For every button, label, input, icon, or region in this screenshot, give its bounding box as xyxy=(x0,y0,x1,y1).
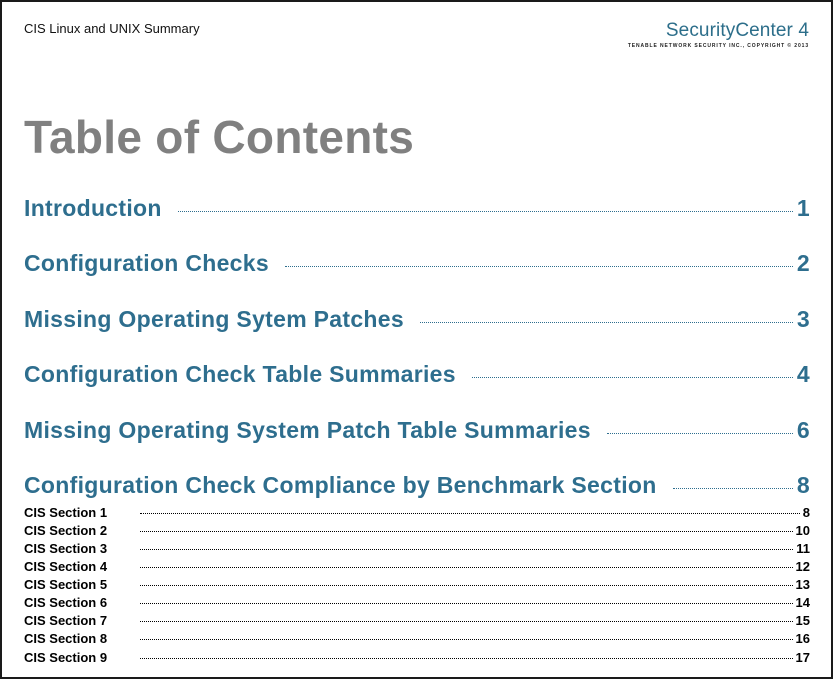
toc-subentry-page: 17 xyxy=(795,650,810,665)
toc-entry[interactable] xyxy=(24,306,810,333)
dot-leader xyxy=(420,322,793,323)
brand-copyright: TENABLE NETWORK SECURITY INC., COPYRIGHT © 2013 xyxy=(627,43,809,49)
document-title: CIS Linux and UNIX Summary xyxy=(24,21,200,36)
toc-heading: Table of Contents xyxy=(24,111,415,163)
toc-entry-label: Introduction xyxy=(24,195,162,221)
toc-subentry-page: 16 xyxy=(795,631,810,646)
dot-leader xyxy=(140,658,793,659)
toc-subentry-label: CIS Section 7 xyxy=(24,613,108,628)
brand-name: SecurityCenter 4 xyxy=(665,20,809,41)
toc-entry-label: Configuration Checks xyxy=(24,250,269,276)
brand-logo xyxy=(628,20,809,49)
toc-entry[interactable] xyxy=(24,195,810,222)
toc-subentry-page: 10 xyxy=(795,523,810,538)
toc-subentry-page: 8 xyxy=(802,505,810,520)
toc-subentry[interactable] xyxy=(24,631,810,646)
dot-leader xyxy=(607,433,793,434)
toc-subentry-label: CIS Section 2 xyxy=(24,523,108,538)
toc-subentry-label: CIS Section 6 xyxy=(24,595,108,610)
toc-subentry[interactable] xyxy=(24,595,810,610)
toc-subentry-label: CIS Section 8 xyxy=(24,631,108,646)
toc-subentry[interactable] xyxy=(24,523,810,538)
dot-leader xyxy=(472,377,793,378)
toc-entry-label: Missing Operating Sytem Patches xyxy=(24,306,404,332)
toc-entry-page: 8 xyxy=(796,472,810,498)
toc-subentry-page: 11 xyxy=(796,541,810,556)
dot-leader xyxy=(140,621,793,622)
dot-leader xyxy=(673,488,793,489)
toc-subentry[interactable] xyxy=(24,505,810,520)
toc-entry-page: 6 xyxy=(796,417,810,443)
toc-entry-page: 1 xyxy=(796,195,810,221)
toc-subentry-page: 15 xyxy=(795,613,810,628)
toc-entry[interactable] xyxy=(24,250,810,277)
dot-leader xyxy=(140,513,800,514)
toc-subentry-label: CIS Section 9 xyxy=(24,650,108,665)
toc-entry[interactable] xyxy=(24,472,810,499)
toc-entry-page: 3 xyxy=(796,306,810,332)
toc-subentry-label: CIS Section 4 xyxy=(24,559,108,574)
dot-leader xyxy=(140,639,793,640)
toc-subentry[interactable] xyxy=(24,577,810,592)
toc-entry-page: 4 xyxy=(796,361,810,387)
toc-subentry-label: CIS Section 5 xyxy=(24,577,108,592)
toc-entry[interactable] xyxy=(24,361,810,388)
toc-entry-label: Missing Operating System Patch Table Summaries xyxy=(24,417,591,443)
toc-subentry-label: CIS Section 3 xyxy=(24,541,108,556)
toc-subentry-label: CIS Section 1 xyxy=(24,505,108,520)
toc-entry[interactable] xyxy=(24,417,810,444)
dot-leader xyxy=(285,266,793,267)
dot-leader xyxy=(140,585,793,586)
toc-subentry-page: 14 xyxy=(795,595,810,610)
dot-leader xyxy=(140,549,793,550)
toc-subentry[interactable] xyxy=(24,613,810,628)
toc-subentry[interactable] xyxy=(24,559,810,574)
toc-entry-label: Configuration Check Compliance by Benchmark Section xyxy=(24,472,657,498)
dot-leader xyxy=(140,531,793,532)
toc-subentry[interactable] xyxy=(24,650,810,665)
toc-entry-page: 2 xyxy=(796,250,810,276)
dot-leader xyxy=(140,603,793,604)
toc-subentry[interactable] xyxy=(24,541,810,556)
toc-entry-label: Configuration Check Table Summaries xyxy=(24,361,456,387)
dot-leader xyxy=(140,567,793,568)
toc-subentry-page: 13 xyxy=(795,577,810,592)
dot-leader xyxy=(178,211,793,212)
toc-subentry-page: 12 xyxy=(795,559,810,574)
